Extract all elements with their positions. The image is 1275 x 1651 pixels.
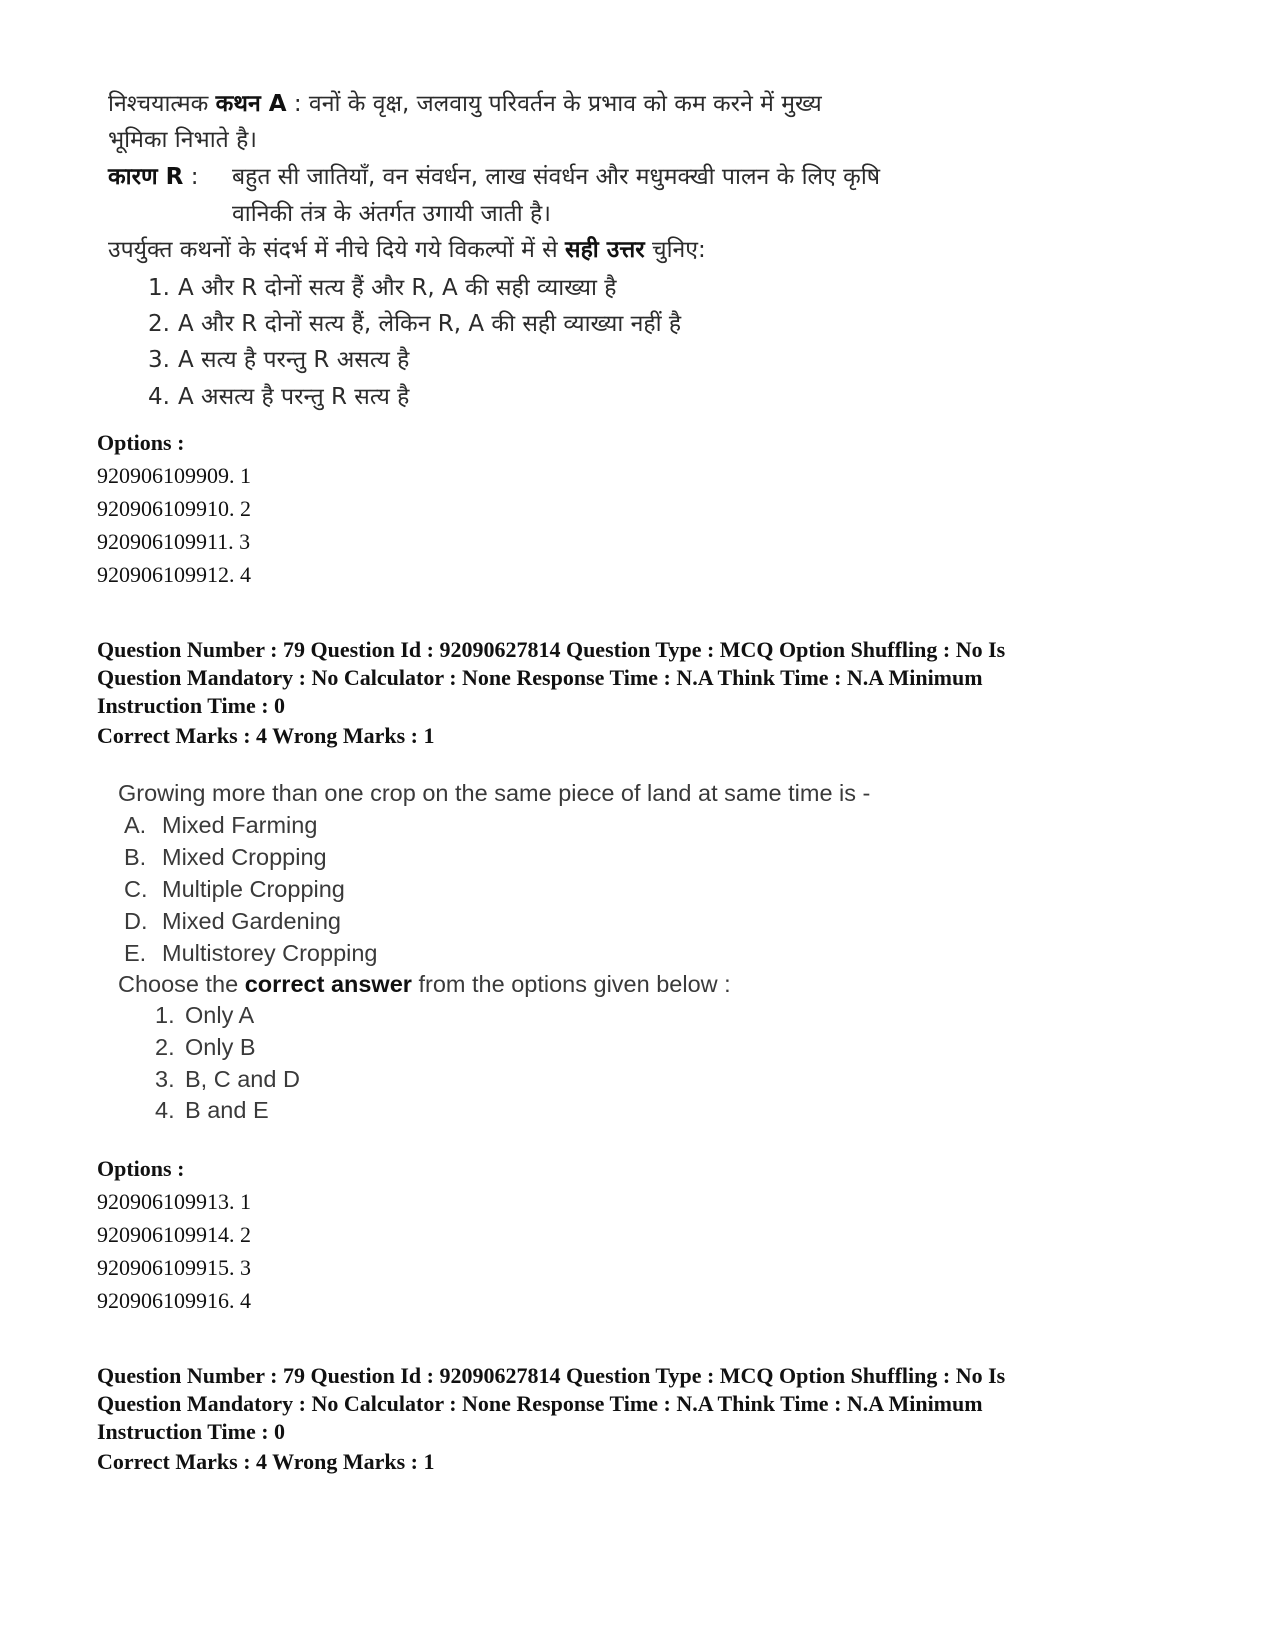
choice-text: A सत्य है परन्तु R असत्य है	[178, 347, 410, 373]
item-letter: D.	[124, 908, 148, 934]
reason-label: कारण R	[108, 164, 184, 190]
choice-text: A असत्य है परन्तु R सत्य है	[178, 384, 410, 410]
choice-number: 3.	[148, 347, 170, 373]
choice-number: 4.	[155, 1097, 175, 1123]
question-meta-1	[97, 636, 1137, 720]
meta-line: Question Mandatory : No Calculator : None Response Time : N.A Think Time : N.A Minimum	[97, 665, 983, 690]
hindi-choice	[148, 270, 616, 302]
answer-item	[124, 812, 317, 839]
meta-line: Question Mandatory : No Calculator : None Response Time : N.A Think Time : N.A Minimum	[97, 1391, 983, 1416]
choice-text: B, C and D	[185, 1066, 300, 1092]
options-heading: Options :	[97, 430, 185, 455]
assertion-label: निश्चयात्मक	[108, 91, 209, 117]
meta-line: Instruction Time : 0	[97, 1419, 286, 1444]
choice-number: 4.	[148, 384, 170, 410]
item-letter: B.	[124, 844, 147, 870]
option-item: 920906109915. 3	[97, 1255, 251, 1280]
option-item: 920906109916. 4	[97, 1288, 251, 1313]
choice-number: 3.	[155, 1066, 175, 1092]
option-item: 920906109910. 2	[97, 496, 251, 521]
reason-colon: :	[190, 164, 199, 190]
item-text: Multiple Cropping	[162, 876, 345, 902]
item-letter: E.	[124, 940, 147, 966]
reason-line-1	[108, 159, 198, 191]
item-text: Mixed Farming	[162, 812, 318, 838]
option-item: 920906109909. 1	[97, 463, 251, 488]
assertion-bold: कथन A	[215, 91, 287, 117]
instruction-bold: सही उत्तर	[565, 237, 645, 263]
assertion-line-1	[108, 86, 822, 118]
option-item: 920906109911. 3	[97, 529, 251, 554]
choice-text: A और R दोनों सत्य हैं, लेकिन R, A की सही व्याख्या नहीं है	[178, 311, 682, 337]
item-letter: A.	[124, 812, 147, 838]
question-meta-2	[97, 1362, 1137, 1446]
choice-text: Only B	[185, 1034, 256, 1060]
item-text: Multistorey Cropping	[162, 940, 378, 966]
hindi-instruction	[108, 232, 706, 264]
marks-line-1: Correct Marks : 4 Wrong Marks : 1	[97, 723, 435, 748]
assertion-line-2: भूमिका निभाते है।	[108, 127, 258, 153]
reason-text-2: वानिकी तंत्र के अंतर्गत उगायी जाती है।	[232, 201, 551, 227]
item-text: Mixed Cropping	[162, 844, 327, 870]
english-choice	[155, 1002, 254, 1029]
reason-text-1: बहुत सी जातियाँ, वन संवर्धन, लाख संवर्धन और मधुमक्खी पालन के लिए कृषि	[232, 164, 881, 190]
assertion-text-1: : वनों के वृक्ष, जलवायु परिवर्तन के प्रभाव को कम करने में मुख्य	[293, 91, 822, 117]
instruction-bold: correct answer	[244, 971, 412, 997]
answer-item	[124, 908, 341, 935]
english-instruction	[118, 971, 731, 998]
answer-item	[124, 940, 378, 967]
choice-text: Only A	[185, 1002, 255, 1028]
question-stem: Growing more than one crop on the same piece of land at same time is -	[118, 780, 871, 806]
meta-line: Question Number : 79 Question Id : 92090627814 Question Type : MCQ Option Shuffling : No Is	[97, 1363, 1006, 1388]
instruction-post: चुनिए:	[651, 237, 706, 263]
options-heading: Options :	[97, 1156, 185, 1181]
instruction-pre: Choose the	[118, 971, 239, 997]
choice-text: A और R दोनों सत्य हैं और R, A की सही व्याख्या है	[178, 275, 617, 301]
item-letter: C.	[124, 876, 148, 902]
answer-item	[124, 844, 327, 871]
marks-line-2: Correct Marks : 4 Wrong Marks : 1	[97, 1449, 435, 1474]
answer-item	[124, 876, 345, 903]
option-item: 920906109912. 4	[97, 562, 251, 587]
hindi-choice	[148, 379, 409, 411]
instruction-pre: उपर्युक्त कथनों के संदर्भ में नीचे दिये गये विकल्पों में से	[108, 237, 558, 263]
item-text: Mixed Gardening	[162, 908, 341, 934]
meta-line: Instruction Time : 0	[97, 693, 286, 718]
instruction-post: from the options given below :	[418, 971, 731, 997]
choice-number: 2.	[148, 311, 170, 337]
hindi-choice	[148, 342, 409, 374]
choice-text: B and E	[185, 1097, 269, 1123]
english-choice	[155, 1034, 256, 1061]
choice-number: 1.	[155, 1002, 175, 1028]
option-item: 920906109914. 2	[97, 1222, 251, 1247]
option-item: 920906109913. 1	[97, 1189, 251, 1214]
english-choice	[155, 1097, 269, 1124]
choice-number: 2.	[155, 1034, 175, 1060]
english-choice	[155, 1066, 300, 1093]
choice-number: 1.	[148, 275, 170, 301]
meta-line: Question Number : 79 Question Id : 92090627814 Question Type : MCQ Option Shuffling : No Is	[97, 637, 1006, 662]
hindi-choice	[148, 306, 681, 338]
